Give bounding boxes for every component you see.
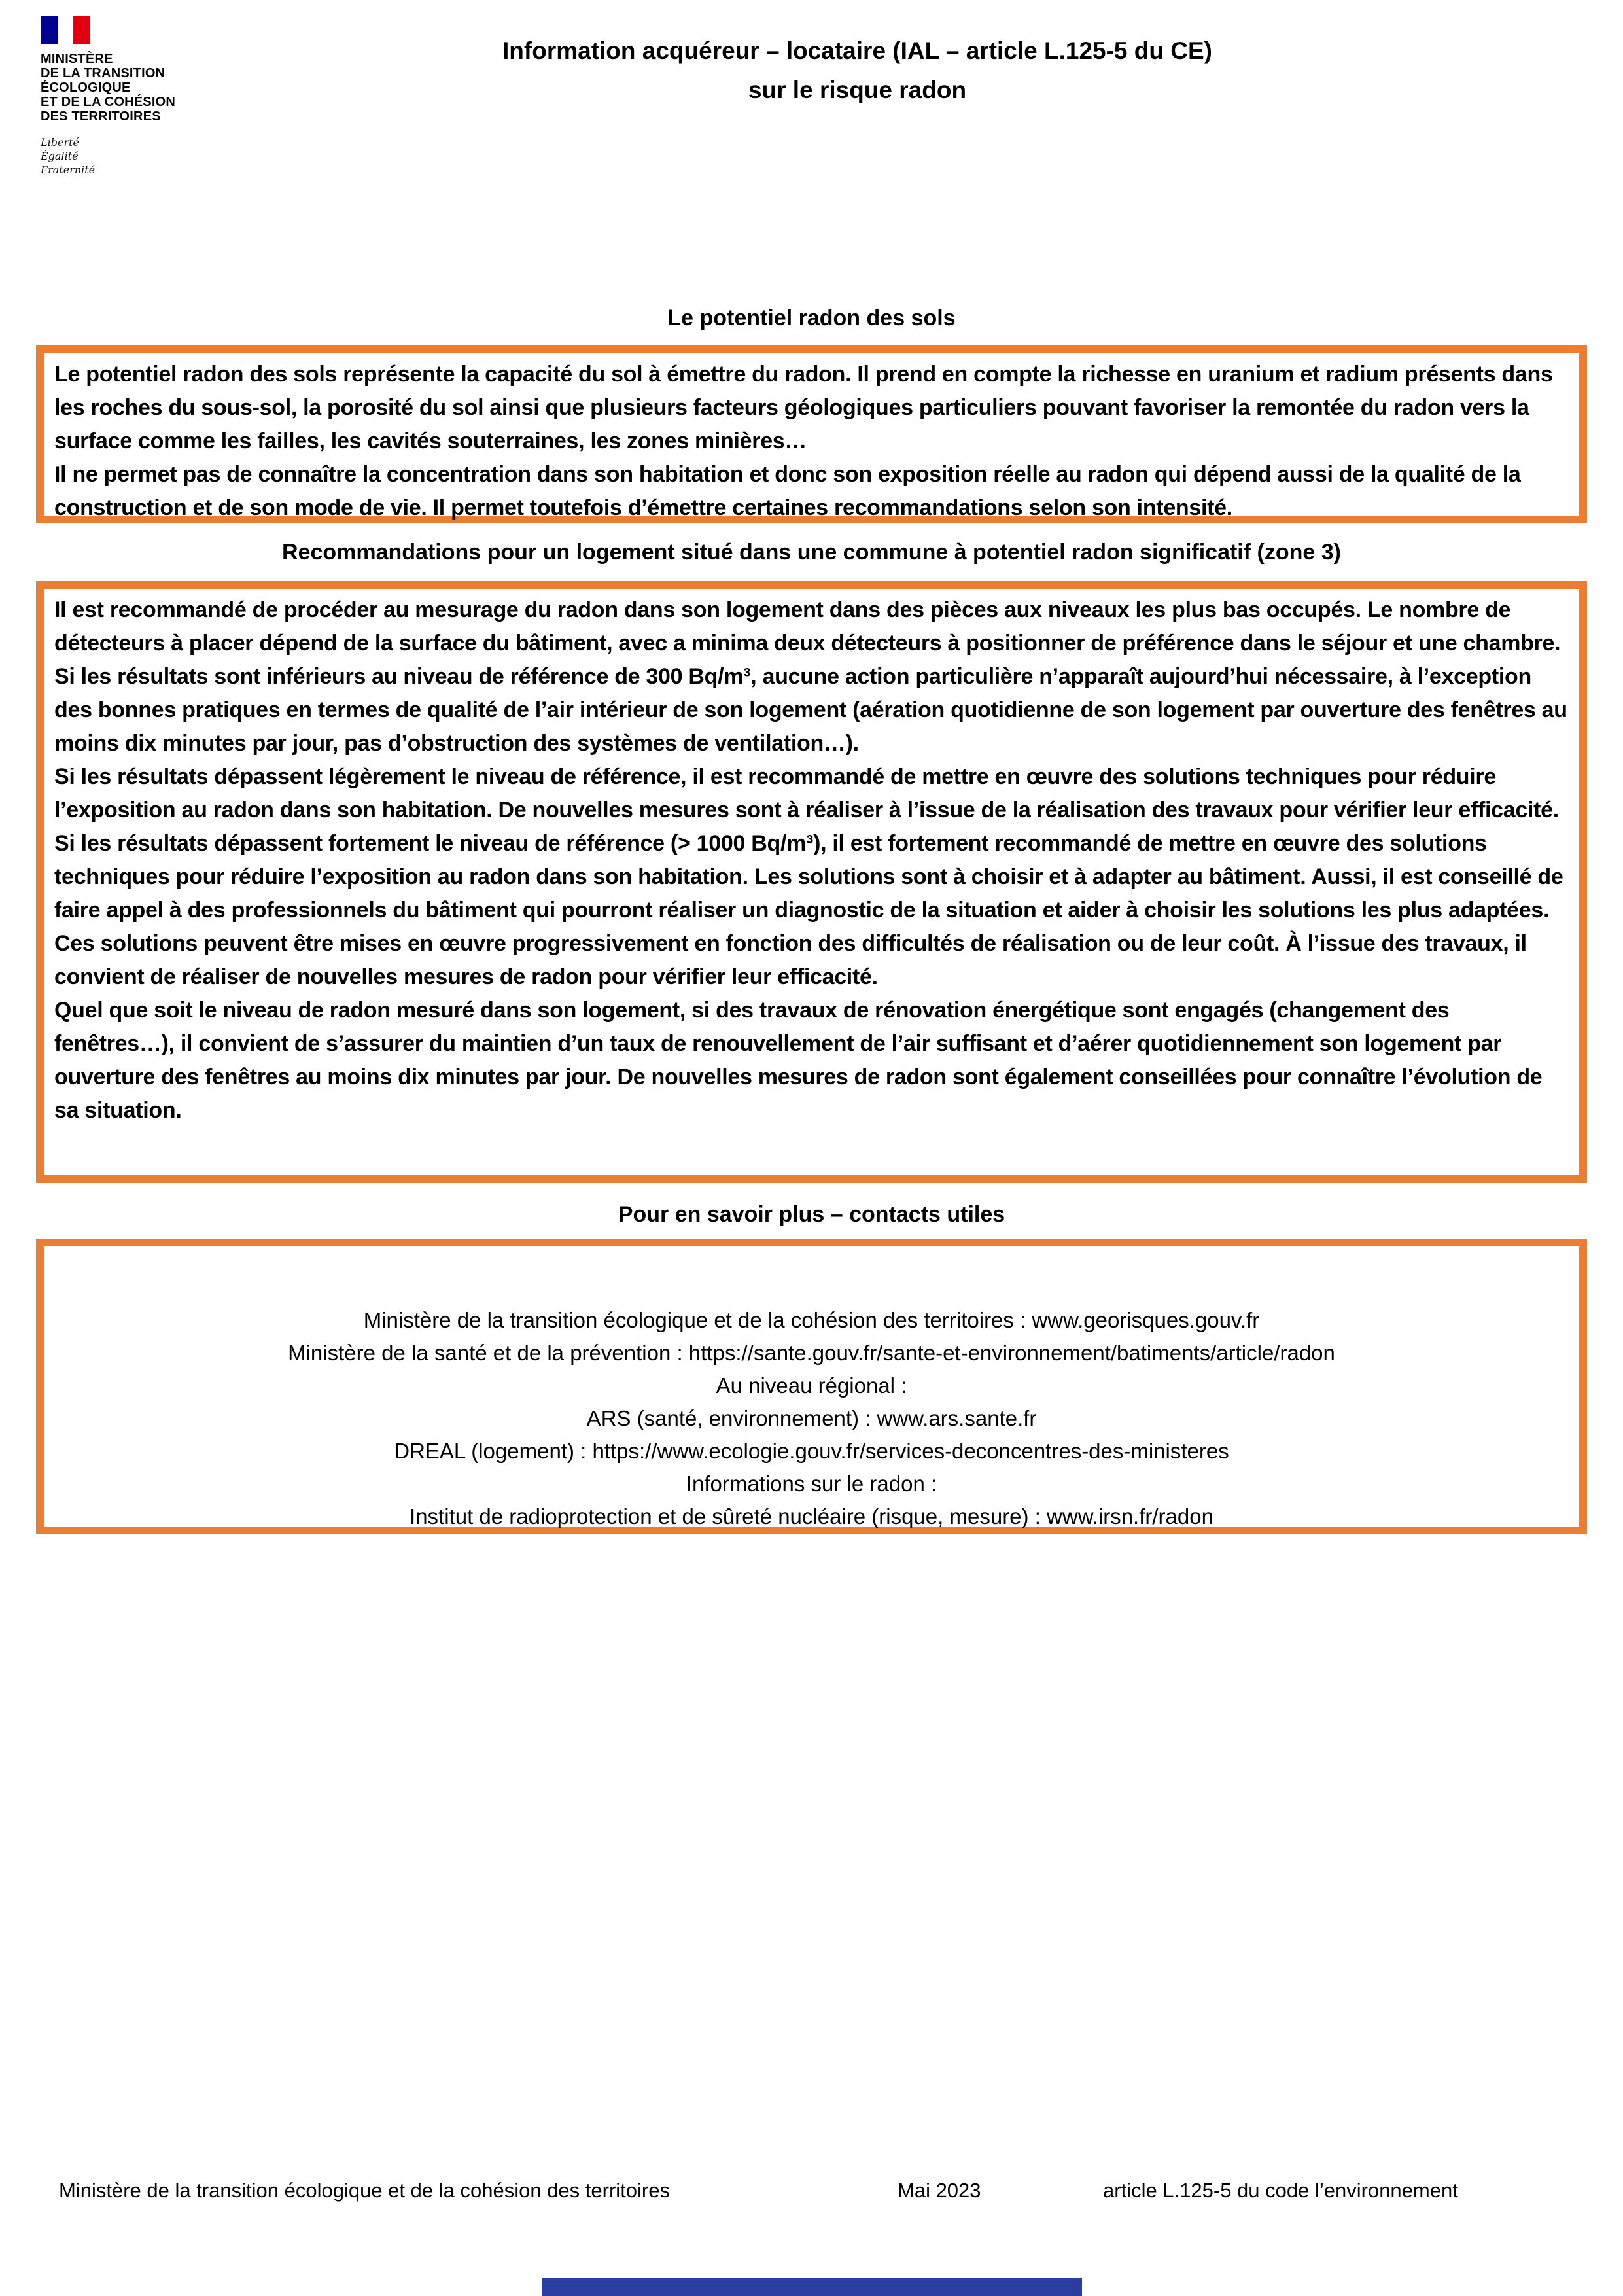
page-title xyxy=(92,31,1623,110)
contact-line-niveau-regional: Au niveau régional : xyxy=(716,1373,907,1398)
french-flag-icon xyxy=(41,16,92,44)
paragraph: Si les résultats dépassent fortement le niveau de référence (> 1000 Bq/m³), il est fortement recommandé de mettre en œuvre des solutions techniques pour réduire l’exposition au radon dans son habitation. Les solutions sont à choisir et à adapter au bâtiment. Aussi, il est conseillé de faire appel à des professionnels du bâtiment qui pourront réaliser un diagnostic de la situation et aider à choisir les solutions les plus adaptées. Ces solutions peuvent être mises en œuvre progressivement en fonction des difficultés de réalisation ou de leur coût. À l’issue des travaux, il convient de réaliser de nouvelles mesures de radon pour vérifier leur efficacité. xyxy=(54,831,1563,989)
section-heading-potentiel-radon: Le potentiel radon des sols xyxy=(667,306,956,330)
flag-stripe-red xyxy=(73,16,90,44)
paragraph: Si les résultats dépassent légèrement le niveau de référence, il est recommandé de mettre en œuvre des solutions techniques pour réduire l’exposition au radon dans son habitation. De nouvelles mesures sont à réaliser à l’issue de la réalisation des travaux pour vérifier leur efficacité. xyxy=(54,764,1559,822)
contact-line-dreal: DREAL (logement) : https://www.ecologie.gouv.fr/services-deconcentres-des-ministeres xyxy=(394,1439,1229,1463)
ministry-name-line: ÉCOLOGIQUE xyxy=(41,80,131,95)
section-heading-recommandations: Recommandations pour un logement situé dans une commune à potentiel radon significatif (zone 3) xyxy=(282,540,1341,565)
contact-line-sante-gouv: Ministère de la santé et de la prévention : https://sante.gouv.fr/sante-et-environnement/batiments/article/radon xyxy=(288,1341,1335,1365)
paragraph: Si les résultats sont inférieurs au niveau de référence de 300 Bq/m³, aucune action particulière n’apparaît aujourd’hui nécessaire, à l’exception des bonnes pratiques en termes de qualité de l’air intérieur de son logement (aération quotidienne de son logement par ouverture des fenêtres au moins dix minutes par jour, pas d’obstruction des systèmes de ventilation…). xyxy=(54,664,1567,756)
flag-stripe-blue xyxy=(41,16,58,44)
potentiel-radon-box xyxy=(36,345,1587,523)
page-title-line2: sur le risque radon xyxy=(748,77,967,103)
ministry-name-line: DES TERRITOIRES xyxy=(41,109,161,124)
bottom-blue-bar xyxy=(542,2278,1082,2296)
flag-stripe-white xyxy=(58,16,73,44)
ministry-name-line: MINISTÈRE xyxy=(41,52,113,66)
ministry-name-line: DE LA TRANSITION xyxy=(41,66,166,80)
paragraph: Il ne permet pas de connaître la concentration dans son habitation et donc son exposition réelle au radon qui dépend aussi de la qualité de la construction et de son mode de vie. Il permet toutefois d’émettre certaines recommandations selon son intensité. xyxy=(54,462,1521,520)
page-title-line1: Information acquéreur – locataire (IAL – article L.125-5 du CE) xyxy=(502,37,1212,64)
motto-line: Liberté xyxy=(41,136,79,149)
paragraph: Il est recommandé de procéder au mesurage du radon dans son logement dans des pièces aux niveaux les plus bas occupés. Le nombre de détecteurs à placer dépend de la surface du bâtiment, avec a minima deux détecteurs à positionner de préférence dans le séjour et une chambre. xyxy=(54,597,1561,656)
paragraph: Le potentiel radon des sols représente la capacité du sol à émettre du radon. Il prend en compte la richesse en uranium et radium présents dans les roches du sous-sol, la porosité du sol ainsi que plusieurs facteurs géologiques particuliers pouvant favoriser la remontée du radon vers la surface comme les failles, les cavités souterraines, les zones minières… xyxy=(54,362,1553,453)
contact-line-irsn: Institut de radioprotection et de sûreté nucléaire (risque, mesure) : www.irsn.fr/radon xyxy=(410,1504,1213,1528)
ministry-name-line: ET DE LA COHÉSION xyxy=(41,95,176,109)
section-heading-contacts: Pour en savoir plus – contacts utiles xyxy=(618,1202,1005,1227)
footer-article-reference: article L.125-5 du code l’environnement xyxy=(1103,2179,1458,2202)
republic-motto xyxy=(41,135,175,177)
footer-date: Mai 2023 xyxy=(898,2179,981,2202)
contact-line-informations-radon: Informations sur le radon : xyxy=(686,1472,937,1496)
motto-line: Fraternité xyxy=(41,164,96,176)
motto-line: Égalité xyxy=(41,150,79,162)
contact-line-georisques: Ministère de la transition écologique et de la cohésion des territoires : www.georisques.gouv.fr xyxy=(363,1308,1260,1332)
recommandations-box xyxy=(36,581,1587,1183)
contacts-box xyxy=(36,1239,1587,1534)
footer-ministry: Ministère de la transition écologique et de la cohésion des territoires xyxy=(59,2179,670,2202)
contact-line-ars: ARS (santé, environnement) : www.ars.sante.fr xyxy=(586,1406,1037,1430)
paragraph: Quel que soit le niveau de radon mesuré dans son logement, si des travaux de rénovation énergétique sont engagés (changement des fenêtres…), il convient de s’assurer du maintien d’un taux de renouvellement de l’air suffisant et d’aérer quotidiennement son logement par ouverture des fenêtres au moins dix minutes par jour. De nouvelles mesures de radon sont également conseillées pour connaître l’évolution de sa situation. xyxy=(54,998,1543,1123)
